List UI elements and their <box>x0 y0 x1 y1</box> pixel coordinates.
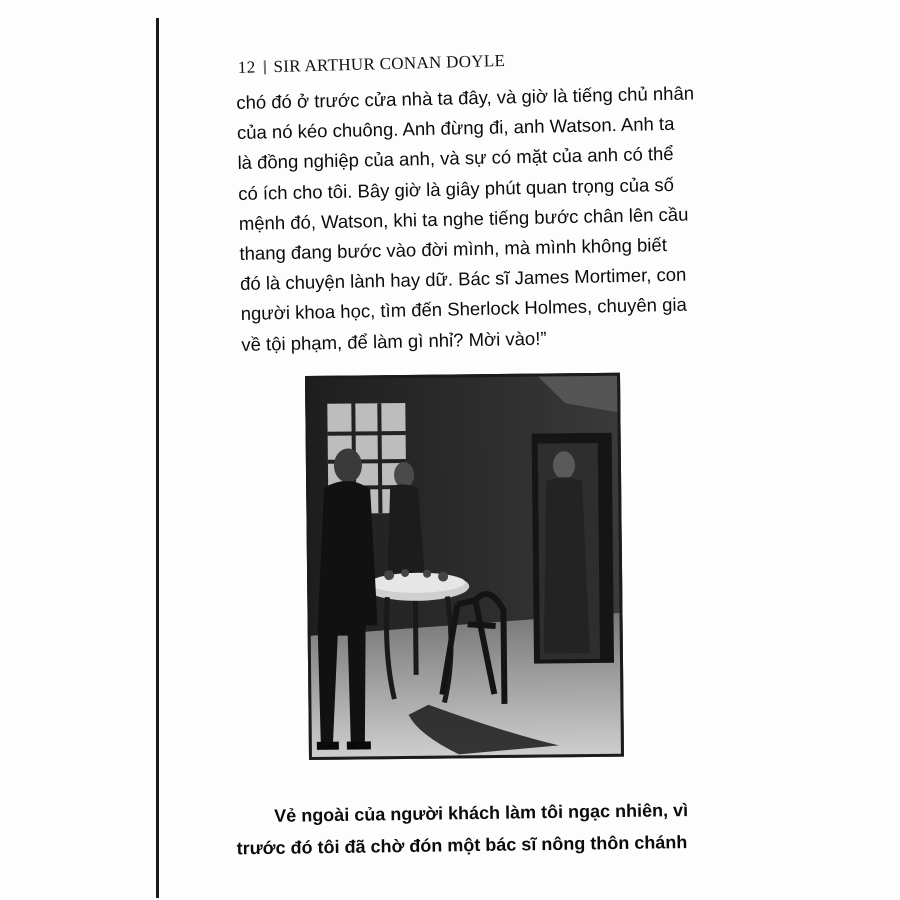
header-separator <box>263 60 265 74</box>
illustration-photo <box>305 373 624 760</box>
body-line: chó đó ở trước cửa nhà ta đây, và giờ là tiếng chủ nhân <box>236 82 695 113</box>
running-header <box>238 50 539 84</box>
body-line: người khoa học, tìm đến Sherlock Holmes, chuyên gia <box>240 293 687 325</box>
body-line: của nó kéo chuông. Anh đừng đi, anh Watson. Anh ta <box>236 113 675 144</box>
running-title: SIR ARTHUR CONAN DOYLE <box>273 51 506 77</box>
body-line: đó là chuyện lành hay dữ. Bác sĩ James Mortimer, con <box>239 263 687 295</box>
caption-paragraph <box>236 794 723 864</box>
caption-line: Vẻ ngoài của người khách làm tôi ngạc nhiên, vì <box>274 800 689 826</box>
body-line: có ích cho tôi. Bây giờ là giây phút quan trọng của số <box>237 173 675 204</box>
body-line: về tội phạm, để làm gì nhỉ? Mời vào!” <box>241 327 547 355</box>
page-number: 12 <box>237 57 256 77</box>
body-line: là đồng nghiệp của anh, và sự có mặt của anh có thể <box>237 143 674 174</box>
caption-line: trước đó tôi đã chờ đón một bác sĩ nông thôn chánh <box>236 832 688 859</box>
body-line: thang đang bước vào đời mình, mà mình không biết <box>239 233 668 264</box>
page-gutter-edge <box>156 18 159 898</box>
body-paragraph <box>236 78 722 360</box>
body-line: mệnh đó, Watson, khi ta nghe tiếng bước chân lên cầu <box>238 203 689 234</box>
figure-in-doorway <box>542 477 590 653</box>
